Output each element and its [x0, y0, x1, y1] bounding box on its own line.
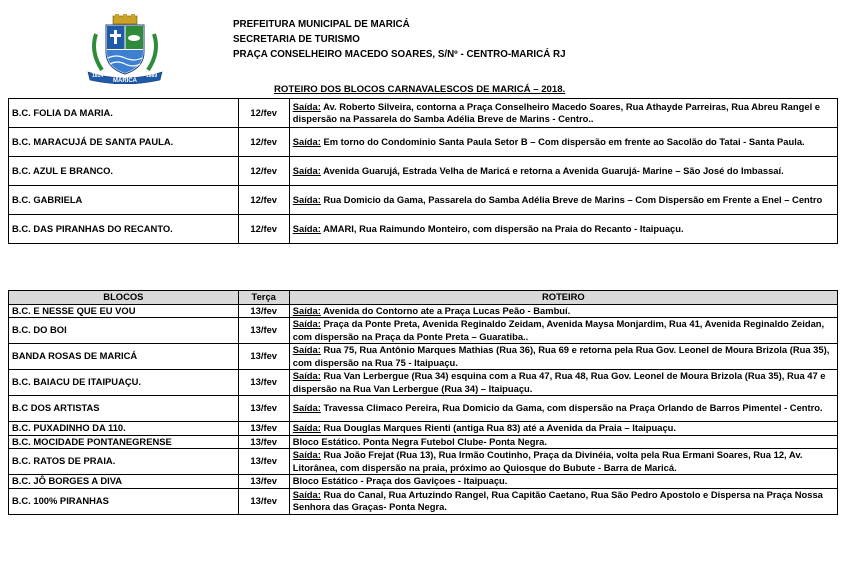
- route-label: Saída:: [292, 370, 321, 381]
- header-terca: Terça: [238, 291, 289, 305]
- bloco-date: 13/fev: [238, 475, 289, 489]
- bloco-route: [289, 370, 837, 396]
- table-row: [9, 475, 838, 489]
- bloco-route: [289, 318, 837, 344]
- bloco-route: [289, 215, 837, 244]
- table-row: [9, 344, 838, 370]
- bloco-name: B.C. JÔ BORGES A DIVA: [9, 475, 239, 489]
- bloco-name: B.C DOS ARTISTAS: [9, 396, 239, 422]
- bloco-name: B.C. GABRIELA: [9, 186, 239, 215]
- route-text: Rua Domicio da Gama, Passarela do Samba Adélia Breve de Marins – Com Dispersão em Frente a Enel – Centro: [320, 193, 823, 205]
- letterhead: [233, 17, 566, 62]
- table-row: [9, 449, 838, 475]
- route-label: Saída:: [292, 135, 321, 147]
- route-text: Rua João Frejat (Rua 13), Rua Irmão Coutinho, Praça da Divinéia, volta pela Rua Ermani Soares, Rua 12, Av. Litorânea, com dispersão na praia, próximo ao Quiosque do Bubute - Barra de Maricá.: [292, 449, 803, 473]
- table-row: [9, 396, 838, 422]
- header-prefeitura: PREFEITURA MUNICIPAL DE MARICÁ: [233, 19, 410, 30]
- route-label: Saída:: [292, 100, 321, 112]
- table-row: [9, 304, 838, 318]
- bloco-date: 13/fev: [238, 344, 289, 370]
- bloco-date: 13/fev: [238, 396, 289, 422]
- bloco-route: [289, 344, 837, 370]
- header-roteiro: ROTEIRO: [289, 291, 837, 305]
- route-label: Saída:: [292, 304, 321, 316]
- bloco-date: 13/fev: [238, 488, 289, 514]
- route-text: Em torno do Condominio Santa Paula Setor B – Com dispersão em frente ao Sacolão do Tatai - Santa Paula.: [320, 135, 805, 147]
- route-text: Av. Roberto Silveira, contorna a Praça Conselheiro Macedo Soares, Rua Athayde Parreiras, Rua Abreu Rangel e dispersão na Passarela do Samba Adélia Breve de Marins - Centro..: [292, 100, 820, 124]
- bloco-name: B.C. FOLIA DA MARIA.: [9, 99, 239, 128]
- bloco-name: B.C. DAS PIRANHAS DO RECANTO.: [9, 215, 239, 244]
- schedule-table-12-fev: [8, 98, 838, 244]
- route-text: Travessa Climaco Pereira, Rua Domicio da Gama, com dispersão na Praça Orlando de Barros Pimentel - Centro.: [320, 402, 823, 414]
- route-label: Saída:: [292, 164, 321, 176]
- bloco-route: [289, 475, 837, 489]
- route-label: Saída:: [292, 422, 321, 433]
- route-label: Saída:: [292, 449, 321, 460]
- bloco-name: B.C. 100% PIRANHAS: [9, 488, 239, 514]
- table-row: [9, 157, 838, 186]
- header-address: PRAÇA CONSELHEIRO MACEDO SOARES, S/Nº - CENTRO-MARICÁ RJ: [233, 49, 566, 60]
- bloco-name: B.C. AZUL E BRANCO.: [9, 157, 239, 186]
- table-row: [9, 318, 838, 344]
- table-row: [9, 370, 838, 396]
- header-secretaria: SECRETARIA DE TURISMO: [233, 34, 360, 45]
- route-text: AMARI, Rua Raimundo Monteiro, com dispersão na Praia do Recanto - Itaipuaçu.: [320, 222, 684, 234]
- bloco-route: [289, 99, 837, 128]
- bloco-route: [289, 449, 837, 475]
- bloco-route: [289, 435, 837, 449]
- bloco-route: [289, 186, 837, 215]
- bloco-route: [289, 128, 837, 157]
- bloco-date: 13/fev: [238, 422, 289, 436]
- bloco-name: B.C. MOCIDADE PONTANEGRENSE: [9, 435, 239, 449]
- bloco-date: 12/fev: [238, 186, 289, 215]
- crest-banner-text: MARICÁ: [113, 78, 137, 84]
- table-row: [9, 488, 838, 514]
- table-row: [9, 215, 838, 244]
- bloco-date: 13/fev: [238, 304, 289, 318]
- table-row: [9, 186, 838, 215]
- bloco-route: [289, 396, 837, 422]
- route-text: Rua Douglas Marques Rienti (antiga Rua 83) até a Avenida da Praia – Itaipuaçu.: [320, 422, 677, 433]
- route-text: Praça da Ponte Preta, Avenida Reginaldo Zeidam, Avenida Maysa Monjardim, Rua 41, Avenida Reginaldo Zeidan, com dispersão na Praça da Ponte Preta – Guaratiba..: [292, 318, 825, 342]
- bloco-route: [289, 488, 837, 514]
- schedule-table-13-fev: [8, 290, 838, 515]
- bloco-name: B.C. BAIACU DE ITAIPUAÇU.: [9, 370, 239, 396]
- route-text: Bloco Estático. Ponta Negra Futebol Clube- Ponta Negra.: [292, 435, 547, 447]
- table-row: [9, 99, 838, 128]
- bloco-date: 13/fev: [238, 449, 289, 475]
- table-row: [9, 435, 838, 449]
- route-text: Avenida do Contorno ate a Praça Lucas Peão - Bambuí.: [320, 304, 571, 316]
- bloco-name: B.C. MARACUJÁ DE SANTA PAULA.: [9, 128, 239, 157]
- crest-year-right: 1889: [146, 73, 158, 79]
- bloco-date: 12/fev: [238, 157, 289, 186]
- bloco-route: [289, 304, 837, 318]
- table-row: [9, 128, 838, 157]
- route-label: Saída:: [292, 402, 321, 414]
- crest-year-left: 1814: [92, 73, 104, 79]
- bloco-name: B.C. PUXADINHO DA 110.: [9, 422, 239, 436]
- route-text: Rua 75, Rua Antônio Marques Mathias (Rua 36), Rua 69 e retorna pela Rua Gov. Leonel de Moura Brizola (Rua 35), com dispersão na Rua 75 - Itaipuaçu.: [292, 344, 830, 368]
- route-text: Rua Van Lerbergue (Rua 34) esquina com a Rua 47, Rua 48, Rua Gov. Leonel de Moura Brizola (Rua 35), Rua 47 e dispersão na Rua Van Lerbergue (Rua 34) – Itaipuaçu.: [292, 370, 826, 394]
- bloco-date: 13/fev: [238, 318, 289, 344]
- bloco-name: B.C. DO BOI: [9, 318, 239, 344]
- bloco-date: 13/fev: [238, 370, 289, 396]
- municipal-crest-logo: [86, 14, 164, 84]
- bloco-name: B.C. E NESSE QUE EU VOU: [9, 304, 239, 318]
- bloco-name: BANDA ROSAS DE MARICÁ: [9, 344, 239, 370]
- bloco-date: 12/fev: [238, 128, 289, 157]
- route-text: Bloco Estático - Praça dos Gaviçoes - Itaipuaçu.: [292, 475, 508, 486]
- route-label: Saída:: [292, 222, 321, 234]
- bloco-route: [289, 422, 837, 436]
- route-label: Saída:: [292, 318, 321, 329]
- bloco-date: 13/fev: [238, 435, 289, 449]
- bloco-route: [289, 157, 837, 186]
- route-text: Rua do Canal, Rua Artuzindo Rangel, Rua Capitão Caetano, Rua São Pedro Apostolo e Dispersa na Praça Nossa Senhora das Graças- Ponta Negra.: [292, 488, 823, 512]
- route-label: Saída:: [292, 488, 321, 500]
- route-label: Saída:: [292, 193, 321, 205]
- bloco-name: B.C. RATOS DE PRAIA.: [9, 449, 239, 475]
- bloco-date: 12/fev: [238, 99, 289, 128]
- route-text: Avenida Guarujá, Estrada Velha de Maricá e retorna a Avenida Guarujá- Marine – São José do Imbassaí.: [320, 164, 784, 176]
- bloco-date: 12/fev: [238, 215, 289, 244]
- header-blocos: BLOCOS: [9, 291, 239, 305]
- document-title: ROTEIRO DOS BLOCOS CARNAVALESCOS DE MARICÁ – 2018.: [274, 84, 566, 95]
- route-label: Saída:: [292, 344, 321, 355]
- table-header-row: [9, 291, 838, 305]
- table-row: [9, 422, 838, 436]
